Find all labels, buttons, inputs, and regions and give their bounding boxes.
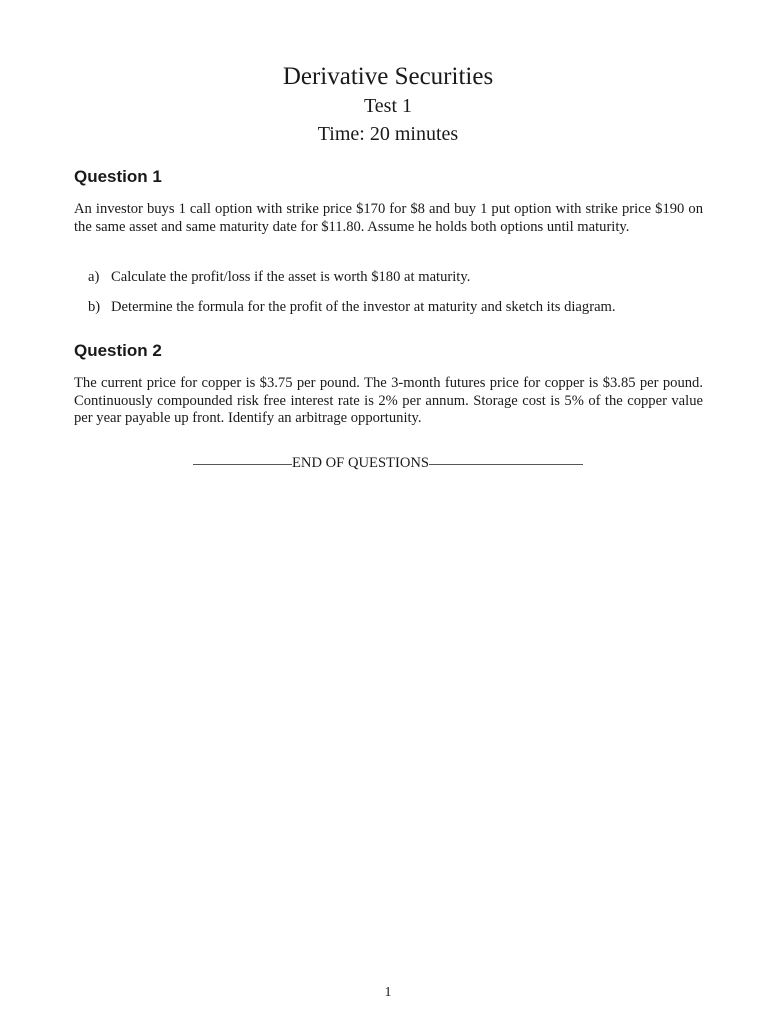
question-2-heading: Question 2 [74, 341, 162, 360]
rule-right [429, 464, 583, 465]
part-b-text: Determine the formula for the profit of the investor at maturity and sketch its diagram. [111, 299, 616, 315]
time-limit: Time: 20 minutes [317, 123, 459, 145]
rule-left [193, 464, 292, 465]
part-a-marker: a) [88, 269, 100, 285]
question-1-body: An investor buys 1 call option with strike price $170 for $8 and buy 1 put option with strike price $190 on the same asset and same maturity date for $11.80. Assume he holds both options until maturity. [74, 201, 703, 235]
question-1-part-a [88, 269, 708, 287]
question-1-part-b [88, 299, 708, 317]
document-title: Derivative Securities [282, 63, 494, 90]
title-block [0, 62, 768, 148]
question-2-body: The current price for copper is $3.75 per pound. The 3-month futures price for copper is $3.85 per pound. Continuously compounded risk free interest rate is 2% per annum. Storage cost is 5% of the copper value per year payable up front. Identify an arbitrage opportunity. [74, 375, 703, 426]
part-a-text: Calculate the profit/loss if the asset is worth $180 at maturity. [111, 269, 471, 285]
question-1-heading: Question 1 [74, 167, 162, 186]
page-number: 1 [384, 985, 392, 1000]
end-of-questions-text: END OF QUESTIONS [292, 454, 430, 471]
part-b-marker: b) [88, 299, 101, 315]
end-of-questions-line [193, 453, 583, 473]
test-label: Test 1 [363, 95, 413, 117]
